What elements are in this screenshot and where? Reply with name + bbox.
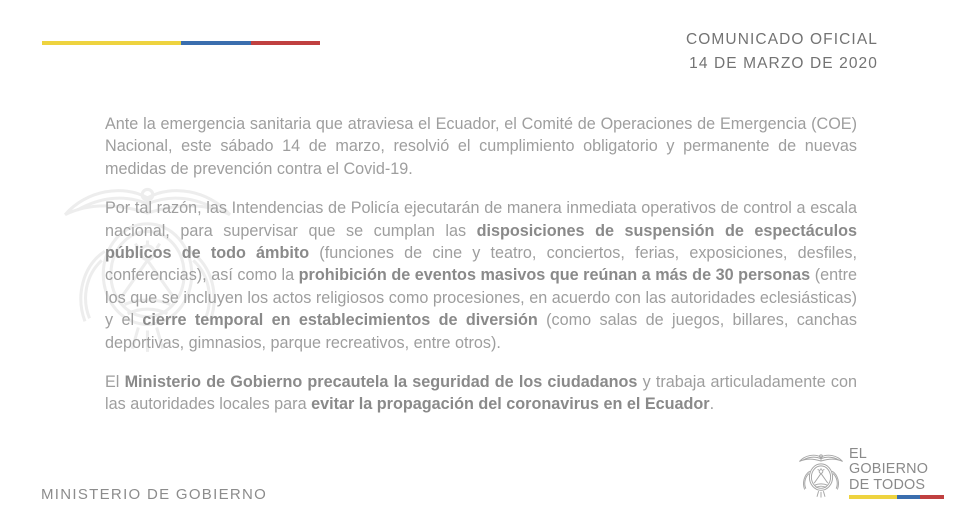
logo-line-de-todos: DE TODOS — [849, 475, 926, 493]
flag-segment-yellow — [42, 41, 181, 45]
government-logo — [797, 446, 944, 504]
logo-line-gobierno: GOBIERNO — [849, 460, 929, 478]
header-date: 14 DE MARZO DE 2020 — [689, 55, 878, 72]
flag-segment-blue — [897, 495, 921, 499]
paragraph: El Ministerio de Gobierno precautela la seguridad de los ciudadanos y trabaja articuladamente con las autoridades locales para evitar la propagación del coronavirus en el Ecuador. — [105, 373, 857, 414]
header-title: COMUNICADO OFICIAL — [685, 31, 878, 48]
header — [686, 31, 878, 73]
flag-segment-yellow — [849, 495, 897, 499]
flag-segment-blue — [181, 41, 251, 45]
logo-text — [849, 446, 944, 499]
body-text — [105, 113, 857, 433]
logo-line-el: EL — [849, 445, 867, 462]
ecuador-flag-bar-logo — [849, 495, 944, 499]
flag-segment-red — [920, 495, 944, 499]
paragraph: Por tal razón, las Intendencias de Policía ejecutarán de manera inmediata operativos de control a escala nacional, para supervisar que se cumplan las disposiciones de suspensión de espectáculos públicos de todo ámbito (funciones de cine y teatro, conciertos, ferias, exposiciones, desfiles, conferencias), así como la prohibición de eventos masivos que reúnan a más de 30 personas (entre los que se incluyen los actos religiosos como procesiones, en acuerdo con las autoridades eclesiásticas) y el cierre temporal en establecimientos de diversión (como salas de juegos, billares, canchas deportivas, gimnasios, parque recreativos, entre otros). — [105, 199, 857, 352]
flag-segment-red — [251, 41, 321, 45]
coat-of-arms-icon — [797, 447, 845, 504]
ecuador-flag-bar-top — [42, 41, 320, 45]
paragraph: Ante la emergencia sanitaria que atraviesa el Ecuador, el Comité de Operaciones de Emergencia (COE) Nacional, este sábado 14 de marzo, resolvió el cumplimiento obligatorio y permanente de nuevas medidas de prevención contra el Covid-19. — [105, 115, 857, 178]
ministry-name: MINISTERIO DE GOBIERNO — [41, 486, 268, 503]
